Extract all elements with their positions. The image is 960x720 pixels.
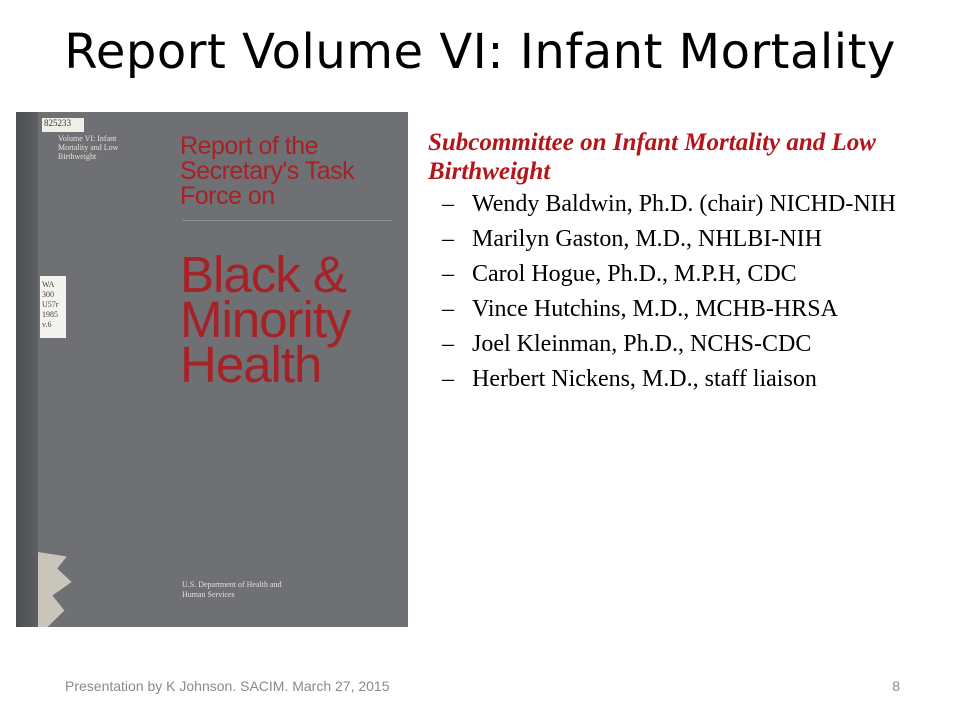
cover-torn-edge (38, 552, 86, 627)
dash-bullet: – (442, 366, 454, 392)
list-item (428, 365, 948, 393)
slide-footer: Presentation by K Johnson. SACIM. March 27, 2015 (65, 678, 390, 694)
member-name: Wendy Baldwin, Ph.D. (chair) NICHD-NIH (472, 191, 896, 217)
slide-title: Report Volume VI: Infant Mortality (64, 24, 896, 80)
dash-bullet: – (442, 261, 454, 287)
page-number: 8 (892, 678, 900, 694)
report-cover-image (16, 112, 408, 627)
cover-report-title: Report of the Secretary's Task Force on (180, 132, 355, 210)
list-item (428, 190, 948, 218)
member-name: Carol Hogue, Ph.D., M.P.H, CDC (472, 261, 797, 287)
cover-catalog-sticker: 825233 (42, 118, 84, 132)
member-name: Marilyn Gaston, M.D., NHLBI-NIH (472, 226, 822, 252)
member-name: Vince Hutchins, M.D., MCHB-HRSA (472, 296, 838, 322)
member-name: Joel Kleinman, Ph.D., NCHS-CDC (472, 331, 812, 357)
cover-department: U.S. Department of Health and Human Services (182, 580, 282, 599)
list-item (428, 295, 948, 323)
cover-spine-label: WA 300 U57r 1985 v.6 (40, 276, 66, 338)
list-item (428, 330, 948, 358)
cover-main-title: Black & Minority Health (180, 246, 351, 393)
member-name: Herbert Nickens, M.D., staff liaison (472, 366, 817, 392)
list-item (428, 260, 948, 288)
dash-bullet: – (442, 331, 454, 357)
cover-volume-text: Volume VI: Infant Mortality and Low Birthweight (58, 134, 119, 161)
dash-bullet: – (442, 191, 454, 217)
list-item (428, 225, 948, 253)
subcommittee-heading: Subcommittee on Infant Mortality and Low Birthweight (428, 129, 876, 185)
slide-content (428, 128, 948, 400)
cover-divider (182, 220, 392, 221)
member-list (428, 190, 948, 393)
dash-bullet: – (442, 226, 454, 252)
dash-bullet: – (442, 296, 454, 322)
cover-binding-strip (16, 112, 38, 627)
